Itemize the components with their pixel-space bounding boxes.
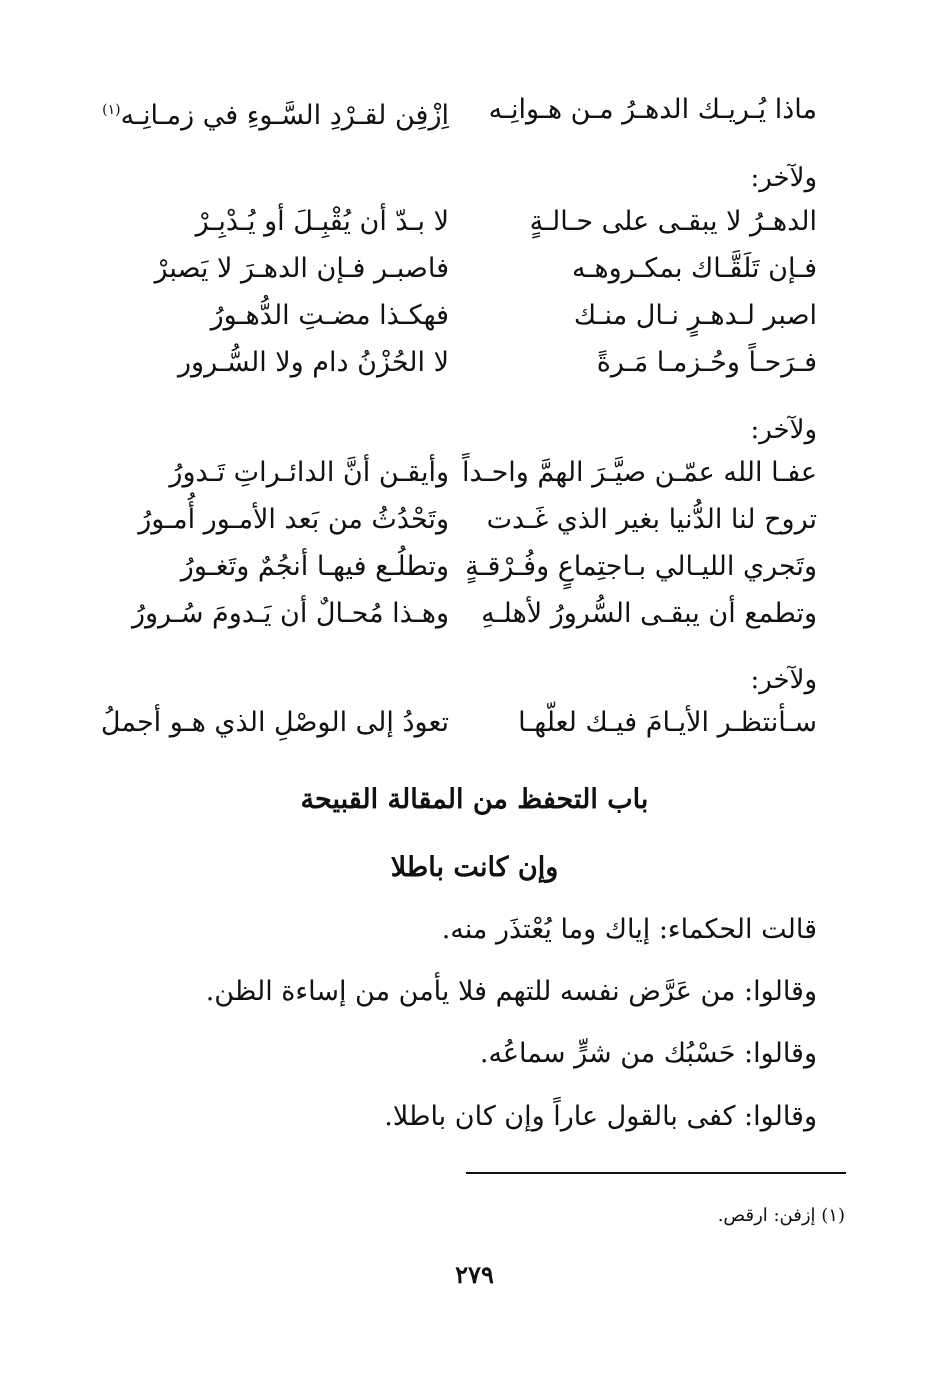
poem-label: ولآخر: [750, 665, 817, 695]
verse-left-hemistich: وهـذا مُحـالٌ أن يَـدومَ سُـرورُ [131, 598, 449, 629]
verse-right-hemistich: ماذا يُـريـك الدهـرُ مـن هـوانِـه [488, 94, 817, 125]
chapter-title: باب التحفظ من المقالة القبيحة [300, 784, 649, 815]
saying-line: وقالوا: من عَرَّض نفسه للتهم فلا يأمن من إساءة الظن. [205, 976, 817, 1007]
verse-left-hemistich: وتطلُـع فيهـا أنجُمٌ وتَغـورُ [180, 551, 449, 582]
saying-line: وقالوا: حَسْبُك من شرٍّ سماعُه. [479, 1038, 817, 1069]
verse-right-hemistich: تروح لنا الدُّنيا بغير الذي غَـدت [486, 504, 817, 535]
footnote: (١) إزفن: ارقص. [717, 1205, 845, 1226]
verse-left-hemistich: فهكـذا مضـتِ الدُّهـورُ [210, 300, 449, 331]
verse-right-hemistich: فـرَحـاً وحُـزمـا مَـرةً [596, 347, 817, 378]
poem-label: ولآخر: [750, 415, 817, 445]
verse-right-hemistich: سـأنتظـر الأيـامَ فيـك لعلّهـا [518, 707, 817, 738]
verse-left-hemistich: وأيقـن أنَّ الدائـراتِ تَـدورُ [169, 457, 449, 488]
verse-right-hemistich: وتطمع أن يبقـى السُّرورُ لأهلـهِ [481, 598, 817, 629]
poem-label: ولآخر: [750, 163, 817, 193]
verse-right-hemistich: وتَجري الليـالي بـاجتِماعٍ وفُـرْقـةٍ [465, 551, 817, 582]
verse-left-hemistich: وتَحْدُثُ من بَعد الأمـور أُمـورُ [138, 504, 449, 535]
chapter-subtitle: وإن كانت باطلا [390, 852, 559, 883]
verse-left-hemistich: فاصبـر فـإن الدهـرَ لا يَصبرْ [154, 253, 449, 284]
verse-left-hemistich: تعودُ إلى الوصْلِ الذي هـو أجملُ [100, 707, 449, 738]
footnote-divider [466, 1172, 846, 1174]
verse-right-hemistich: اصبر لـدهـرٍ نـال منـك [573, 300, 817, 331]
verse-right-hemistich: عفـا الله عمّـن صيَّـرَ الهمَّ واحـداً [462, 457, 817, 488]
saying-line: وقالوا: كفى بالقول عاراً وإن كان باطلا. [384, 1101, 817, 1132]
verse-left-hemistich: لا بـدّ أن يُقْبِـلَ أو يُـدْبِـرْ [195, 206, 449, 237]
verse-left-hemistich: لا الحُزْنُ دام ولا السُّـرور [178, 347, 449, 378]
verse-right-hemistich: الدهـرُ لا يبقـى على حـالـةٍ [529, 206, 817, 237]
verse-left-text: اِزْفِن لقـرْدِ السَّـوءِ في زمـانِـه [120, 100, 449, 131]
verse-left-hemistich [102, 90, 449, 136]
saying-line: قالت الحكماء: إياك وما يُعْتذَر منه. [441, 914, 817, 945]
footnote-marker: (١) [102, 102, 121, 118]
verse-right-hemistich: فـإن تَلَقَّـاك بمكـروهـه [571, 253, 817, 284]
page-number: ٢٧٩ [455, 1260, 494, 1289]
